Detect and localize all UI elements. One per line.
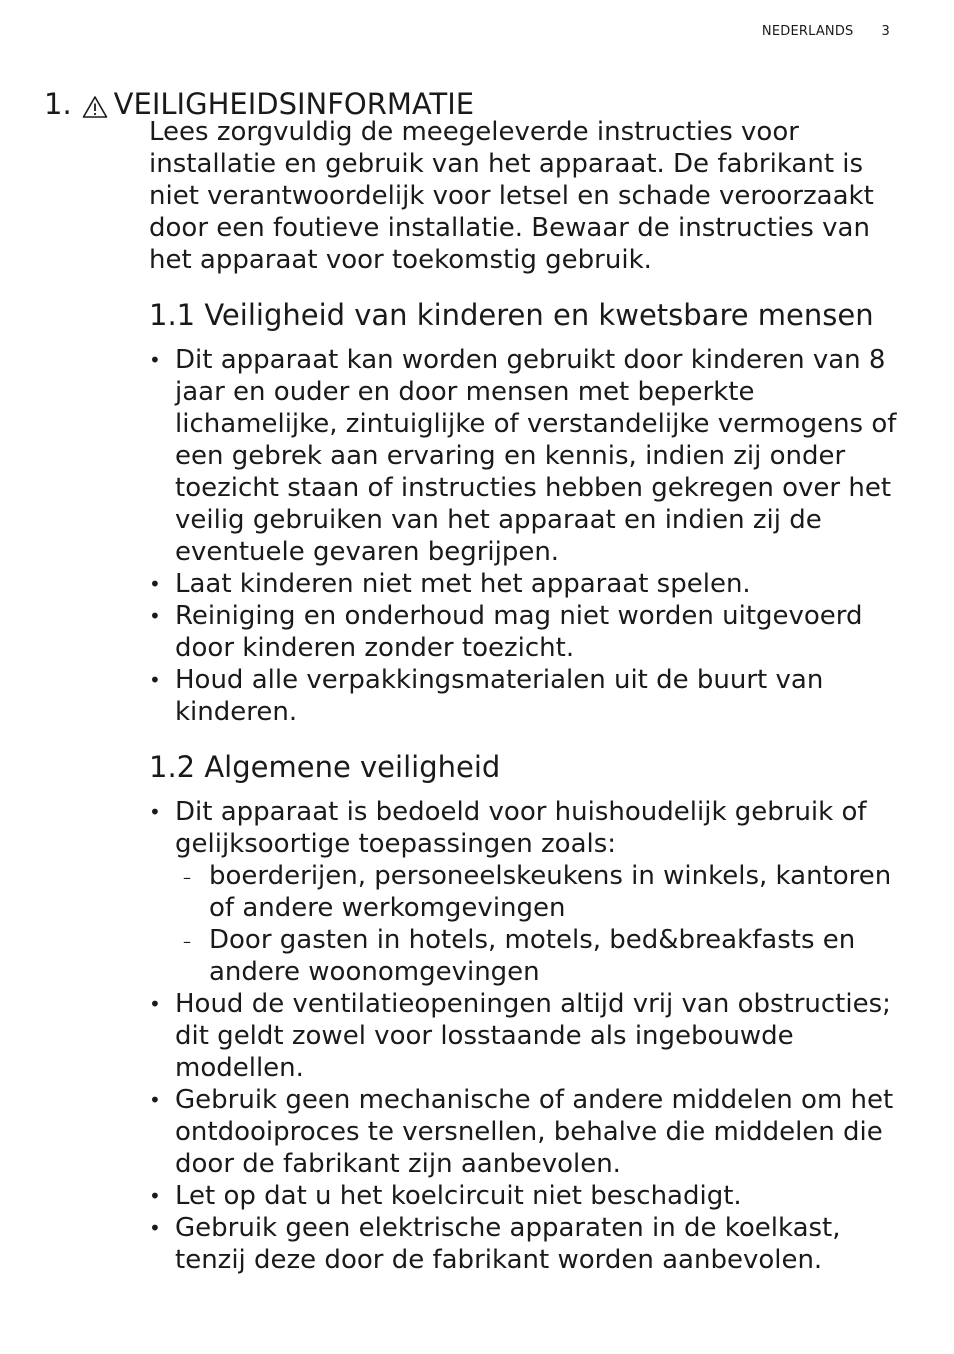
list-item: • Reiniging en onderhoud mag niet worden uitgevoerd door kinderen zonder toezicht. [149, 600, 897, 664]
list-item [149, 796, 897, 988]
intro-paragraph: Lees zorgvuldig de meegeleverde instructies voor installatie en gebruik van het apparaat. De fabrikant is niet verantwoordelijk voor letsel en schade veroorzaakt door een foutieve installatie. Bewaar de instructies van het apparaat voor toekomstig gebruik. [149, 117, 874, 275]
chapter-title-text: VEILIGHEIDSINFORMATIE [113, 87, 475, 122]
list-item: • Gebruik geen mechanische of andere middelen om het ontdooiproces te versnellen, behalve die middelen die door de fabrikant zijn aanbevolen. [149, 1084, 897, 1180]
list-item: • Houd alle verpakkingsmaterialen uit de buurt van kinderen. [149, 664, 897, 728]
chapter-number: 1. [44, 87, 72, 122]
content [149, 116, 897, 1276]
sub-list [175, 860, 897, 988]
sub-list-item: – boerderijen, personeelskeukens in winkels, kantoren of andere werkomgevingen [175, 860, 897, 924]
list-item: • Gebruik geen elektrische apparaten in de koelkast, tenzij deze door de fabrikant worden aanbevolen. [149, 1212, 897, 1276]
running-header [762, 24, 890, 39]
list-item-text: Dit apparaat is bedoeld voor huishoudelijk gebruik of gelijksoortige toepassingen zoals: [175, 797, 867, 859]
list-item: • Let op dat u het koelcircuit niet beschadigt. [149, 1180, 897, 1212]
list-item: • Dit apparaat kan worden gebruikt door kinderen van 8 jaar en ouder en door mensen met beperkte lichamelijke, zintuiglijke of verstandelijke vermogens of een gebrek aan ervaring en kennis, indien zij onder toezicht staan of instructies hebben gekregen over het veilig gebruiken van het apparaat en indien zij de eventuele gevaren begrijpen. [149, 344, 897, 568]
list-item: • Houd de ventilatieopeningen altijd vrij van obstructies; dit geldt zowel voor losstaande als ingebouwde modellen. [149, 988, 897, 1084]
section-1-2-list [149, 796, 897, 1276]
header-language: NEDERLANDS [761, 24, 854, 39]
section-1-1-list [149, 344, 897, 728]
warning-triangle-icon [82, 92, 108, 116]
sub-list-item: – Door gasten in hotels, motels, bed&breakfasts en andere woonomgevingen [175, 924, 897, 988]
section-title-1-2: 1.2 Algemene veiligheid [149, 750, 501, 784]
section-title-1-1: 1.1 Veiligheid van kinderen en kwetsbare mensen [149, 298, 874, 332]
page-number: 3 [881, 24, 890, 39]
list-item: • Laat kinderen niet met het apparaat spelen. [149, 568, 897, 600]
